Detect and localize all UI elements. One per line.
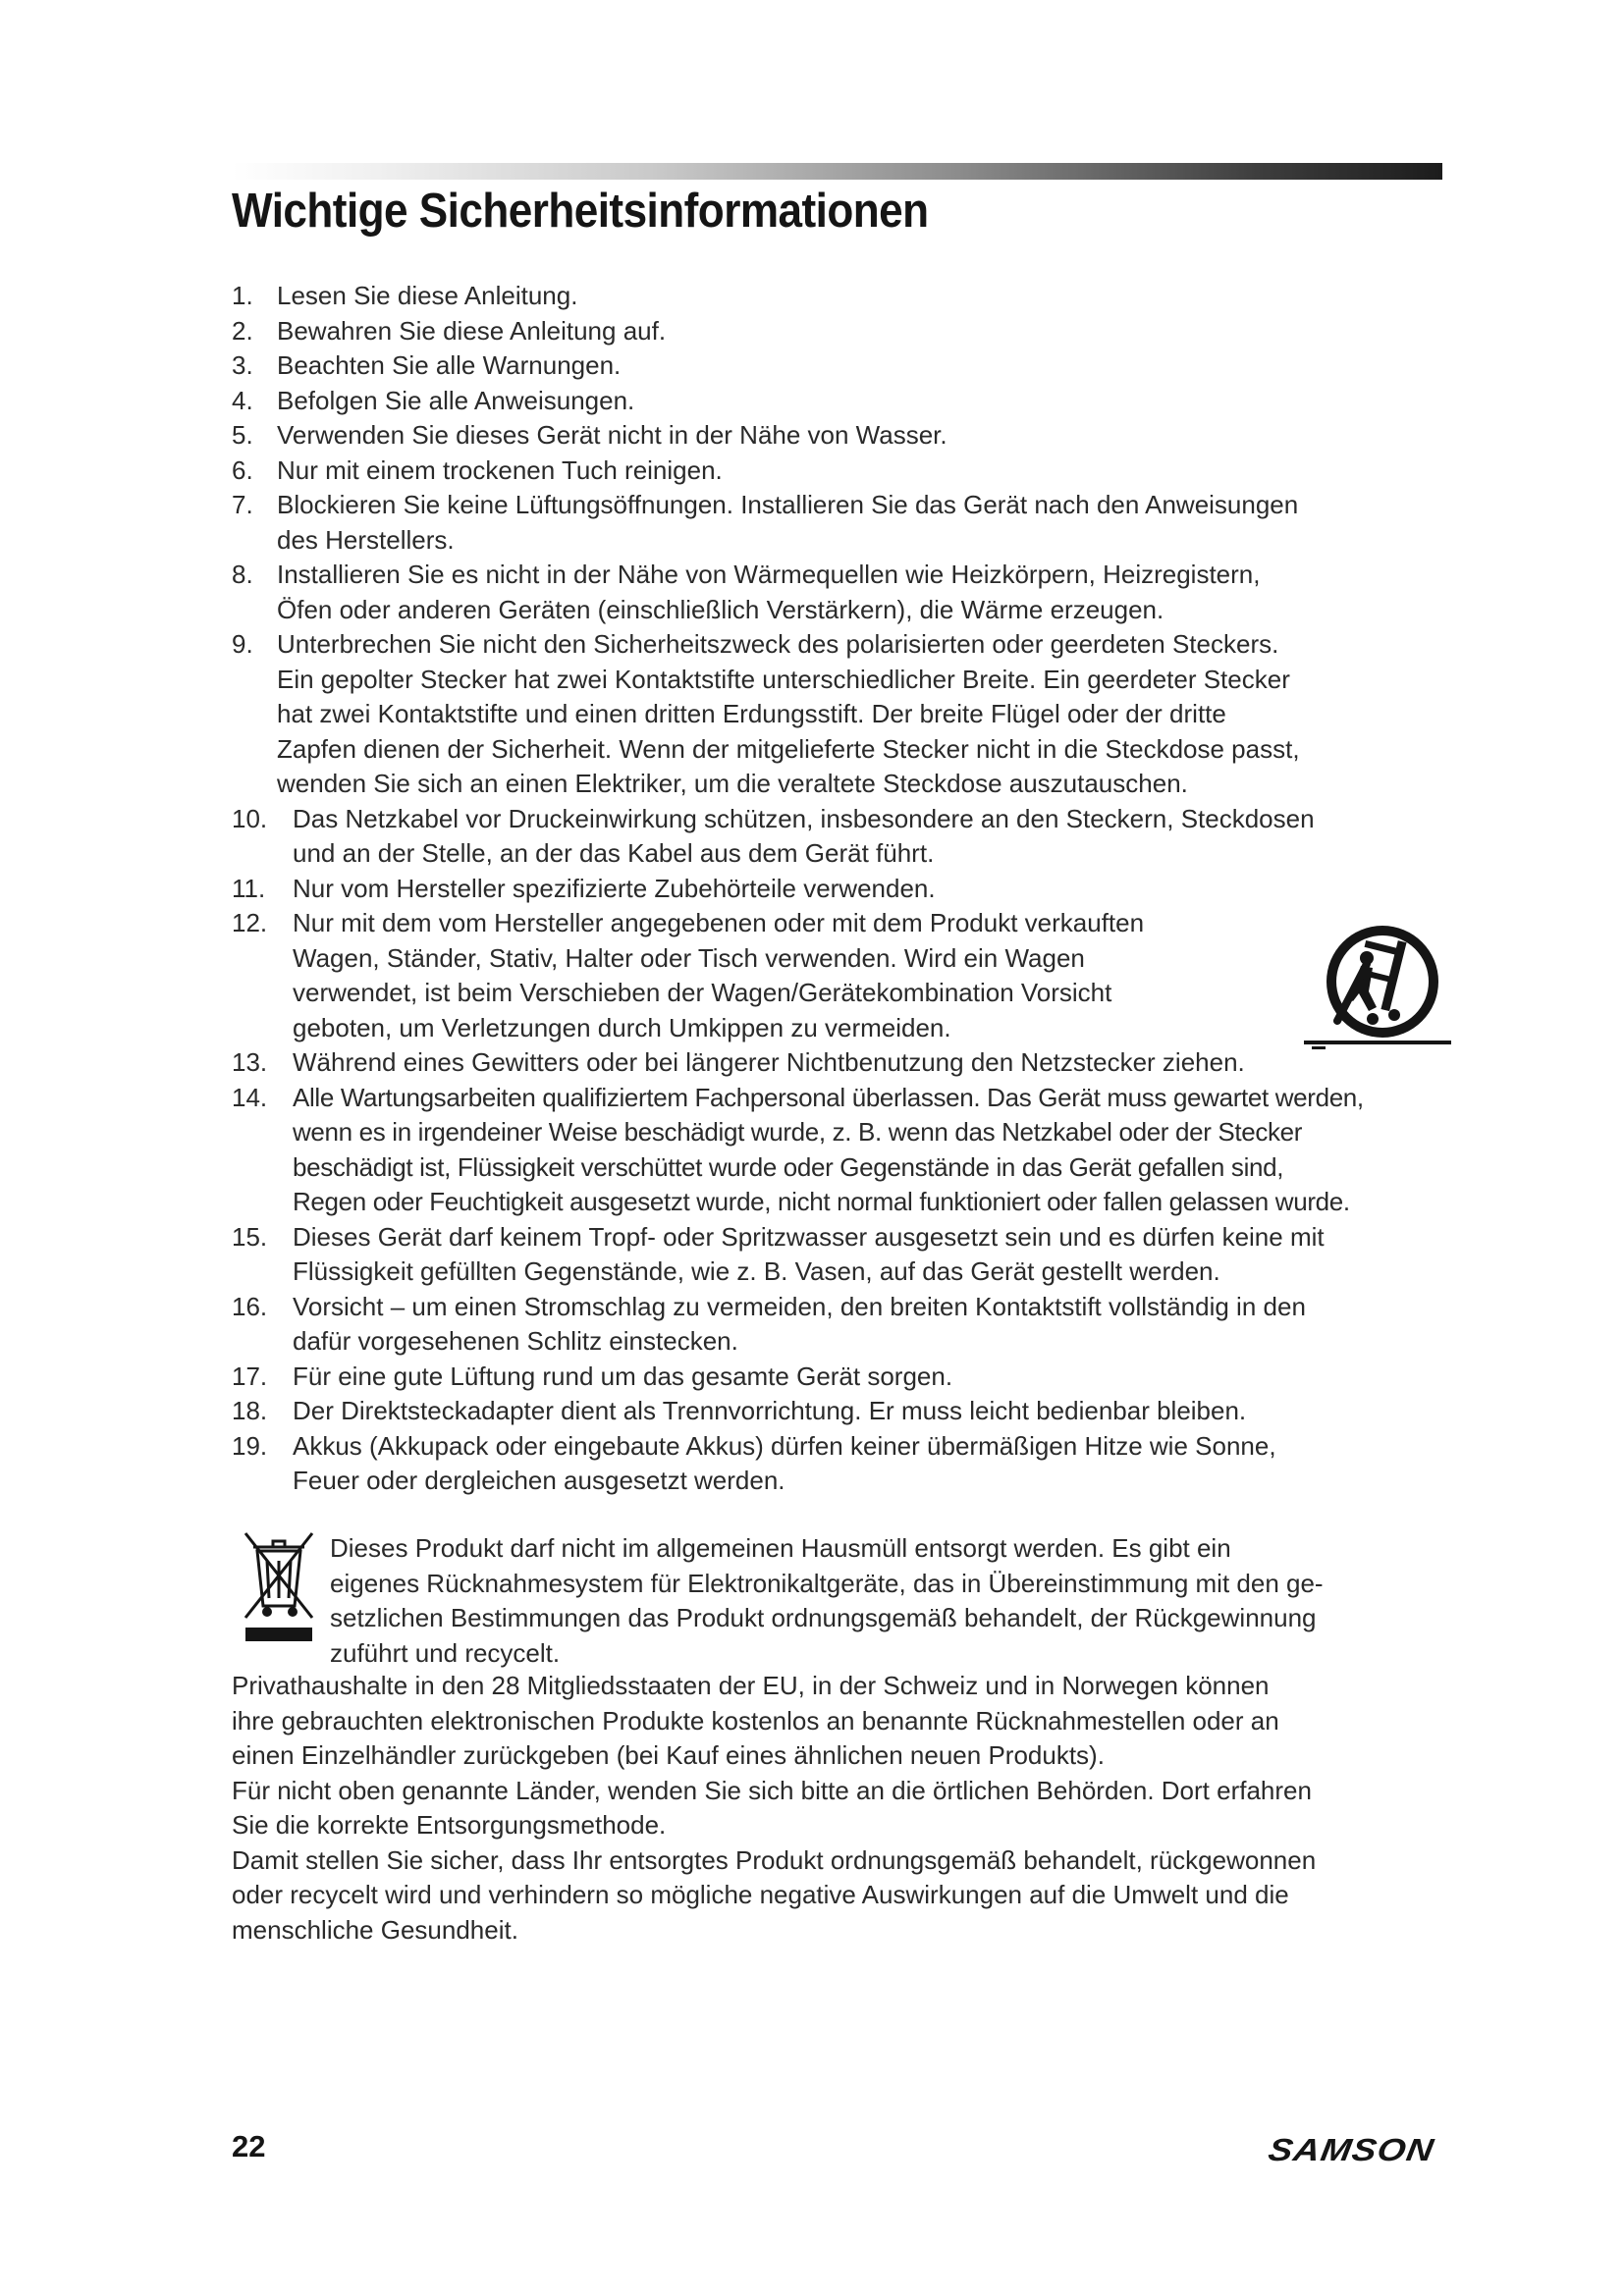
list-item-text: Installieren Sie es nicht in der Nähe von Wärmequellen wie Heizkörpern, Heizregistern, Öfen oder anderen Geräten (einschließlich Verstärkern), die Wärme erzeugen. bbox=[277, 560, 1261, 624]
list-item bbox=[232, 872, 1449, 907]
list-item-number: 4. bbox=[232, 385, 253, 415]
list-item-number: 1. bbox=[232, 281, 253, 310]
list-item bbox=[232, 418, 1449, 454]
list-item-text: Vorsicht – um einen Stromschlag zu vermeiden, den breiten Kontaktstift vollständig in den dafür vorgesehenen Schlitz einstecken. bbox=[293, 1291, 1306, 1356]
list-item-text: Verwenden Sie dieses Gerät nicht in der Nähe von Wasser. bbox=[277, 420, 947, 450]
list-item-number: 15. bbox=[232, 1221, 268, 1252]
list-item-number: 6. bbox=[232, 454, 253, 485]
list-item bbox=[232, 1360, 1449, 1395]
list-item bbox=[232, 1429, 1449, 1499]
weee-disposal-text: Dieses Produkt darf nicht im allgemeinen Hausmüll entsorgt werden. Es gibt ein eigenes Rücknahmesystem für Elektronikaltgeräte, das in Übereinstimmung mit den ge- setzlichen Bestimmungen das Produkt ordnungsgemäß behandelt, der Rückgewinnung zuführt und recycelt. bbox=[330, 1533, 1324, 1668]
list-item bbox=[232, 627, 1449, 802]
list-item bbox=[232, 454, 1449, 489]
list-item-text: Unterbrechen Sie nicht den Sicherheitszweck des polarisierten oder geerdeten Steckers. Ein gepolter Stecker hat zwei Kontaktstifte unterschiedlicher Breite. Ein geerdeter Stecker hat zwei Kontaktstifte und einen dritten Erdungsstift. Der breite Flügel oder der dritte Zapfen dienen der Sicherheit. Wenn der mitgelieferte Stecker nicht in die Steckdose passt, wenden Sie sich an einen Elektriker, um die veraltete Steckdose auszutauschen. bbox=[277, 629, 1300, 798]
list-item-number: 17. bbox=[232, 1361, 268, 1391]
disposal-paragraph-other-countries: Für nicht oben genannte Länder, wenden Sie sich bitte an die örtlichen Behörden. Dort erfahren Sie die korrekte Entsorgungsmethode. bbox=[232, 1775, 1312, 1840]
page-title: Wichtige Sicherheitsinformationen bbox=[232, 185, 929, 238]
list-item-number: 2. bbox=[232, 315, 253, 346]
list-item-number: 13. bbox=[232, 1047, 268, 1077]
list-item bbox=[232, 1220, 1449, 1290]
page-number: 22 bbox=[232, 2129, 266, 2163]
list-item-text: Während eines Gewitters oder bei längerer Nichtbenutzung den Netzstecker ziehen. bbox=[293, 1047, 1245, 1077]
list-item-text: Akkus (Akkupack oder eingebaute Akkus) dürfen keiner übermäßigen Hitze wie Sonne, Feuer oder dergleichen ausgesetzt werden. bbox=[293, 1430, 1276, 1495]
list-item-text: Für eine gute Lüftung rund um das gesamte Gerät sorgen. bbox=[293, 1361, 953, 1391]
list-item bbox=[232, 906, 1449, 1045]
list-item-text: Alle Wartungsarbeiten qualifiziertem Fachpersonal überlassen. Das Gerät muss gewartet werden, wenn es in irgendeiner Weise beschädigt wurde, z. B. wenn das Netzkabel oder der Stecker beschädigt ist, Flüssigkeit verschüttet wurde oder Gegenstände in das Gerät gefallen sind, Regen oder Feuchtigkeit ausgesetzt wurde, nicht normal funktioniert oder fallen gelassen wurde. bbox=[293, 1082, 1364, 1216]
list-item-text: Nur vom Hersteller spezifizierte Zubehörteile verwenden. bbox=[293, 873, 936, 903]
list-item-text: Dieses Gerät darf keinem Tropf- oder Spritzwasser ausgesetzt sein und es dürfen keine mit Flüssigkeit gefüllten Gegenstände, wie z. B. Vasen, auf das Gerät gestellt werden. bbox=[293, 1221, 1325, 1286]
list-item bbox=[232, 488, 1449, 558]
samson-logo: SAMSON bbox=[1266, 2132, 1437, 2167]
list-item-text: Das Netzkabel vor Druckeinwirkung schützen, insbesondere an den Steckern, Steckdosen und an der Stelle, an der das Kabel aus dem Gerät führt. bbox=[293, 803, 1315, 868]
cart-tip-over-warning-icon bbox=[1304, 921, 1451, 1053]
list-item bbox=[232, 1045, 1449, 1081]
header-gradient-bar bbox=[232, 163, 1442, 180]
disposal-paragraph-environment: Damit stellen Sie sicher, dass Ihr entsorgtes Produkt ordnungsgemäß behandelt, rückgewonnen oder recycelt wird und verhindern so mögliche negative Auswirkungen auf die Umwelt und die menschliche Gesundheit. bbox=[232, 1844, 1317, 1945]
safety-instructions-list bbox=[232, 279, 1449, 1499]
list-item-number: 12. bbox=[232, 908, 268, 937]
list-item-number: 19. bbox=[232, 1430, 268, 1461]
list-item bbox=[232, 279, 1449, 314]
list-item-text: Befolgen Sie alle Anweisungen. bbox=[277, 385, 635, 415]
list-item-text: Nur mit dem vom Hersteller angegebenen oder mit dem Produkt verkauften Wagen, Ständer, Stativ, Halter oder Tisch verwenden. Wird ein Wagen verwendet, ist beim Verschieben der Wagen/Gerätekombination Vorsicht geboten, um Verletzungen durch Umkippen zu vermeiden. bbox=[293, 908, 1145, 1042]
list-item bbox=[232, 384, 1449, 419]
list-item-number: 14. bbox=[232, 1082, 268, 1112]
list-item bbox=[232, 1394, 1449, 1429]
list-item bbox=[232, 348, 1449, 384]
list-item-text: Nur mit einem trockenen Tuch reinigen. bbox=[277, 454, 723, 485]
list-item bbox=[232, 558, 1449, 627]
list-item-number: 8. bbox=[232, 560, 253, 589]
list-item-text: Blockieren Sie keine Lüftungsöffnungen. Installieren Sie das Gerät nach den Anweisungen des Herstellers. bbox=[277, 490, 1299, 555]
disposal-paragraph-eu: Privathaushalte in den 28 Mitgliedsstaaten der EU, in der Schweiz und in Norwegen können ihre gebrauchten elektronischen Produkte kostenlos an benannte Rücknahmestellen oder an einen Einzelhändler zurückgeben (bei Kauf eines ähnlichen neuen Produkts). bbox=[232, 1671, 1279, 1770]
list-item-number: 5. bbox=[232, 420, 253, 450]
list-item-number: 9. bbox=[232, 629, 253, 659]
list-item-number: 10. bbox=[232, 803, 268, 833]
list-item-text: Beachten Sie alle Warnungen. bbox=[277, 350, 622, 380]
list-item-number: 3. bbox=[232, 350, 253, 380]
list-item bbox=[232, 314, 1449, 349]
list-item-number: 7. bbox=[232, 490, 253, 519]
list-item-text: Der Direktsteckadapter dient als Trennvorrichtung. Er muss leicht bedienbar bleiben. bbox=[293, 1396, 1247, 1425]
list-item-number: 11. bbox=[232, 873, 266, 903]
list-item bbox=[232, 802, 1449, 872]
list-item bbox=[232, 1081, 1449, 1220]
list-item-text: Bewahren Sie diese Anleitung auf. bbox=[277, 315, 667, 346]
list-item-number: 16. bbox=[232, 1291, 268, 1321]
list-item bbox=[232, 1290, 1449, 1360]
list-item-number: 18. bbox=[232, 1396, 268, 1425]
disposal-paragraphs bbox=[232, 1669, 1449, 1948]
crossed-out-wheelie-bin-icon bbox=[240, 1523, 318, 1646]
list-item-text: Lesen Sie diese Anleitung. bbox=[277, 281, 578, 310]
